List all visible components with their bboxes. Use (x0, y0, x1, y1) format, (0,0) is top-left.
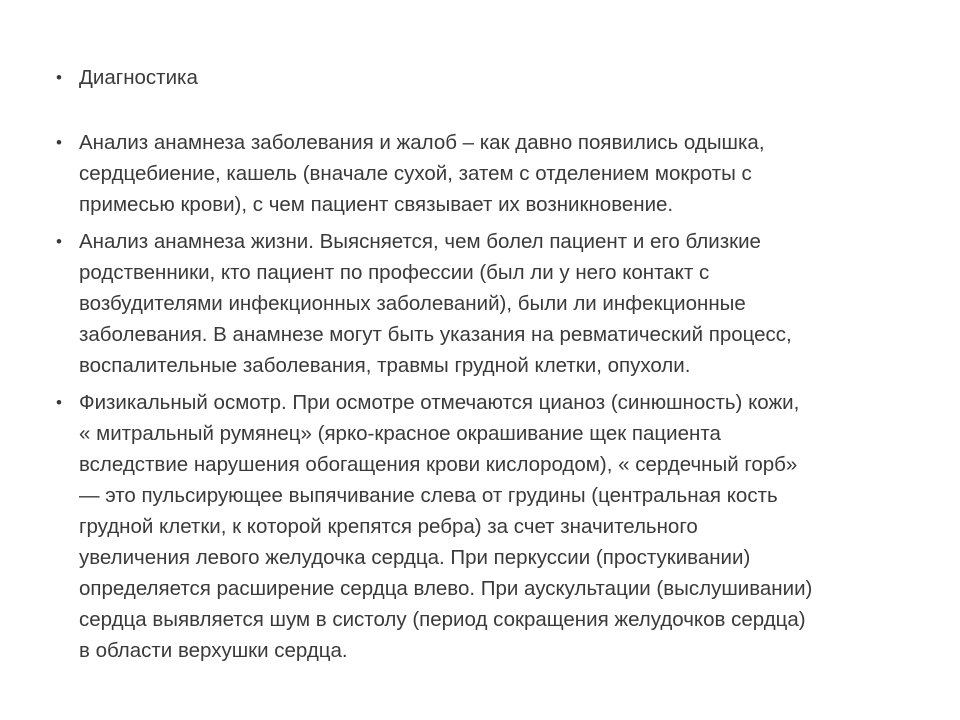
item-line: возбудителями инфекционных заболеваний), были ли инфекционные (79, 292, 746, 315)
item-line: определяется расширение сердца влево. При аускультации (выслушивании) (79, 577, 813, 600)
item-line: увеличения левого желудочка сердца. При перкуссии (простукивании) (79, 546, 751, 569)
item-line: Диагностика (79, 66, 198, 89)
item-line: примесью крови), с чем пациент связывает их возникновение. (79, 193, 674, 216)
bullet-icon: • (56, 232, 62, 251)
item-line: « митральный румянец» (ярко-красное окрашивание щек пациента (79, 422, 721, 445)
bullet-icon: • (56, 393, 62, 412)
bullet-item-life-history (56, 226, 916, 381)
item-line: воспалительные заболевания, травмы грудной клетки, опухоли. (79, 354, 691, 377)
item-line: Анализ анамнеза жизни. Выясняется, чем болел пациент и его близкие (79, 230, 761, 253)
item-line: грудной клетки, к которой крепятся ребра) за счет значительного (79, 515, 698, 538)
bullet-item-disease-history (56, 127, 916, 220)
item-line: заболевания. В анамнезе могут быть указания на ревматический процесс, (79, 323, 792, 346)
item-line: — это пульсирующее выпячивание слева от грудины (центральная кость (79, 484, 778, 507)
item-line: сердца выявляется шум в систолу (период сокращения желудочков сердца) (79, 608, 806, 631)
bullet-icon: • (56, 68, 62, 87)
bullet-list (56, 62, 916, 672)
item-line: Анализ анамнеза заболевания и жалоб – как давно появились одышка, (79, 131, 765, 154)
item-line: вследствие нарушения обогащения крови кислородом), « сердечный горб» (79, 453, 798, 476)
bullet-item-diagnostics (56, 62, 916, 93)
bullet-icon: • (56, 133, 62, 152)
item-line: в области верхушки сердца. (79, 639, 348, 662)
item-line: Физикальный осмотр. При осмотре отмечаются цианоз (синюшность) кожи, (79, 391, 800, 414)
bullet-item-physical-exam (56, 387, 916, 666)
item-line: сердцебиение, кашель (вначале сухой, затем с отделением мокроты с (79, 162, 752, 185)
item-line: родственники, кто пациент по профессии (был ли у него контакт с (79, 261, 710, 284)
